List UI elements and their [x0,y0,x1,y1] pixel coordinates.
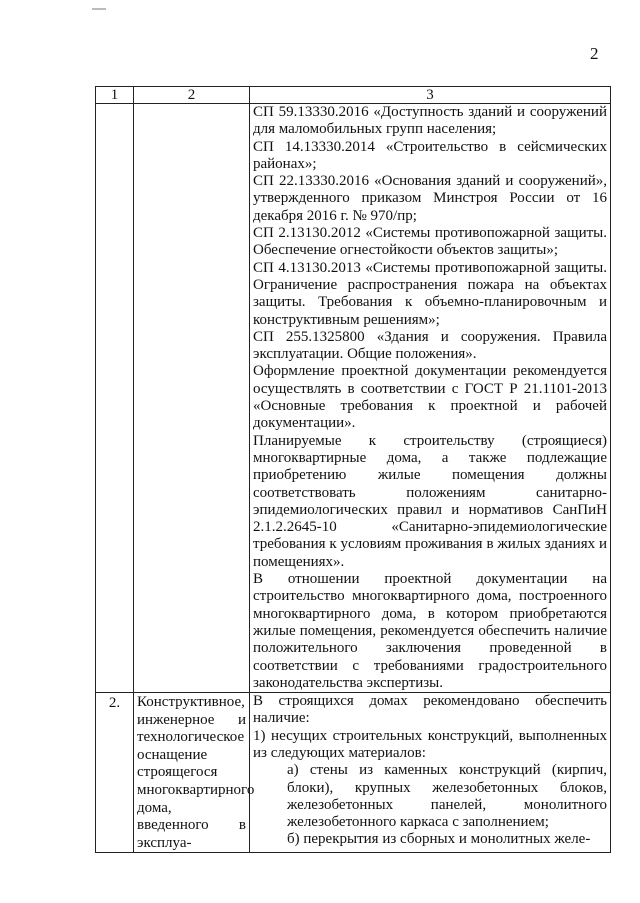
paragraph-sanpin: Планируемые к строительству (строящиеся) многоквартирные дома, а также подлежащие приобретению жилые помещения должны соответствовать положениям санитарно-эпидемиологических правил и нормативов СанПиН 2.1.2.2645-10 «Санитарно-эпидемиологические требования к условиям проживания в жилых зданиях и помещениях». [253,432,607,570]
column-header-2: 2 [134,87,250,104]
column-header-1: 1 [96,87,134,104]
row2-content-cell [250,693,611,853]
paragraph-sp14: СП 14.13330.2014 «Строительство в сейсмических районах»; [253,138,607,172]
row2-intro: В строящихся домах рекомендовано обеспечить наличие: [253,693,607,727]
paragraph-sp4: СП 4.13130.2013 «Системы противопожарной защиты. Ограничение распространения пожара на объектах защиты. Требования к объемно-планировочным и конструктивным решениям»; [253,259,607,328]
paragraph-gost: Оформление проектной документации рекомендуется осуществлять в соответствии с ГОСТ Р 21.1101-2013 «Основные требования к проектной и рабочей документации». [253,363,607,432]
row2-item-1: 1) несущих строительных конструкций, выполненных из следующих материалов: [253,727,607,761]
row1-content-cell [250,104,611,693]
row2-title-cell: Конструктивное, инженерное и технологическое оснащение строящегося многоквартирного дома, введенного в эксплуа- [134,693,250,853]
paragraph-expertise: В отношении проектной документации на строительство многоквартирного дома, построенного многоквартирного дома, в котором приобретаются жилые помещения, рекомендуется обеспечить наличие положительного заключения проведенной в соответствии с требованиями градостроительного законодательства экспертизы. [253,571,607,691]
table-row [96,104,611,693]
column-header-3: 3 [250,87,611,104]
paragraph-sp22: СП 22.13330.2016 «Основания зданий и сооружений», утвержденного приказом Минстроя России от 16 декабря 2016 г. № 970/пр; [253,173,607,224]
row1-title-cell [134,104,250,693]
row2-sub-a: а) стены из каменных конструкций (кирпич, блоки), крупных железобетонных блоков, железобетонных панелей, монолитного железобетонного каркаса с заполнением; [287,762,607,831]
scan-artifact [92,8,106,10]
page-number: 2 [590,44,599,63]
requirements-table [95,86,611,853]
row2-number-cell: 2. [96,693,134,853]
table-header-row [96,87,611,104]
paragraph-sp59: СП 59.13330.2016 «Доступность зданий и сооружений для маломобильных групп населения; [253,104,607,138]
paragraph-sp2: СП 2.13130.2012 «Системы противопожарной защиты. Обеспечение огнестойкости объектов защиты»; [253,225,607,259]
table-row [96,693,611,853]
paragraph-sp255: СП 255.1325800 «Здания и сооружения. Правила эксплуатации. Общие положения». [253,328,607,363]
row1-number-cell [96,104,134,693]
row2-sub-b: б) перекрытия из сборных и монолитных желе- [287,831,591,848]
